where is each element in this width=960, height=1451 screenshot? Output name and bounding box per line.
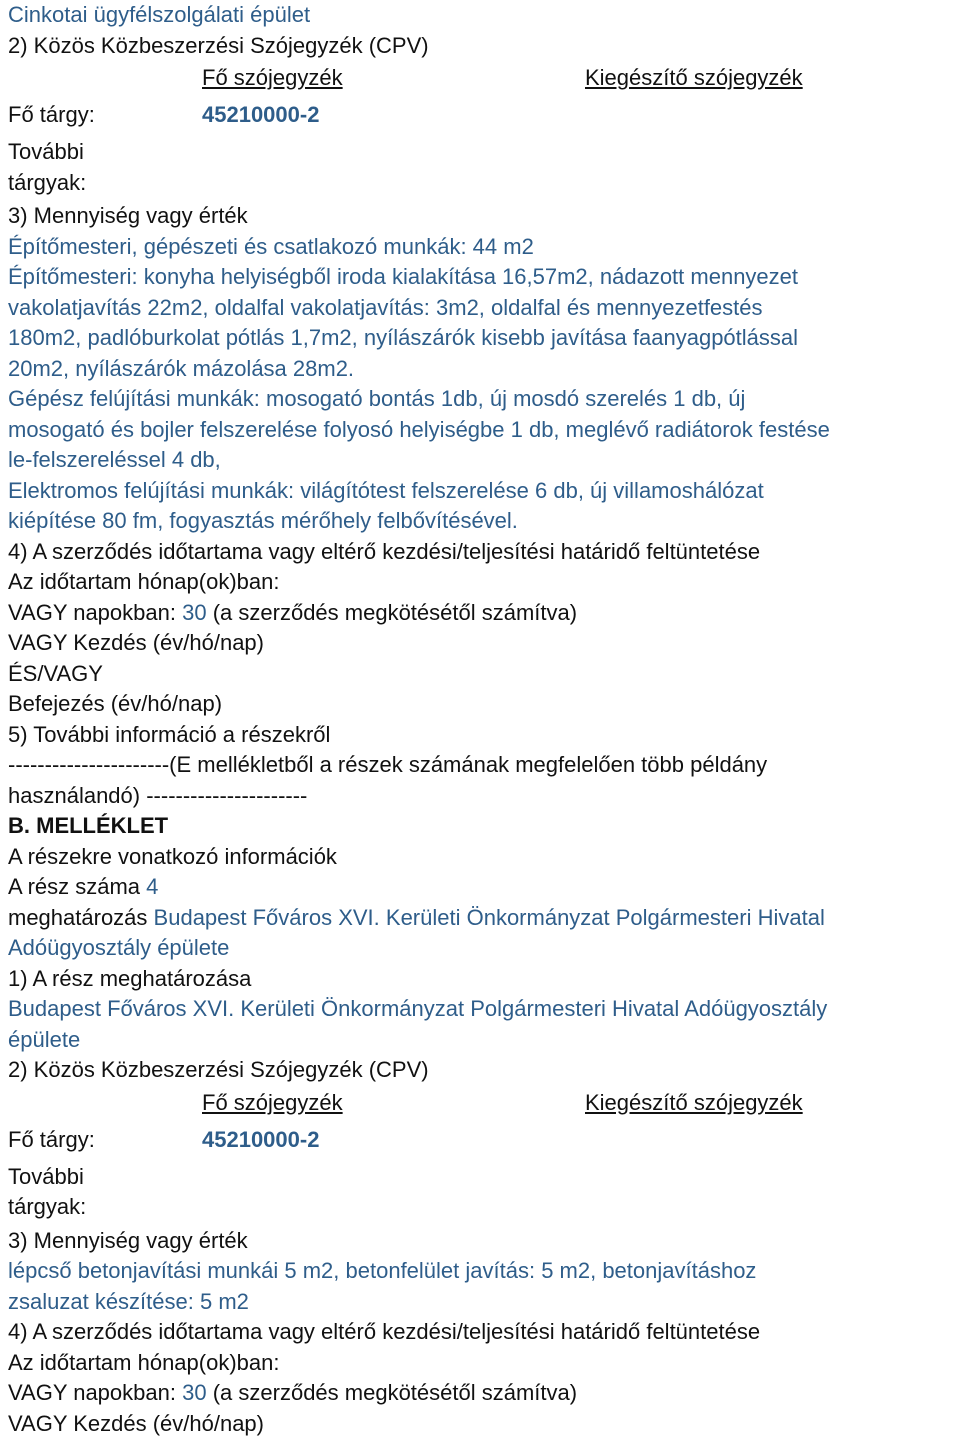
quantity-line: le-felszereléssel 4 db, [8, 447, 221, 472]
duration-heading: 4) A szerződés időtartama vagy eltérő kezdési/teljesítési határidő feltüntetése [8, 1319, 761, 1344]
definition-row [8, 903, 956, 934]
quantity-line: 20m2, nyílászárók mázolása 28m2. [8, 355, 355, 381]
part-def-line: Budapest Főváros XVI. Kerületi Önkormányzat Polgármesteri Hivatal Adóügyosztály [8, 996, 828, 1021]
start-date-label: VAGY Kezdés (év/hó/nap) [8, 630, 264, 655]
duration-days-row [8, 1378, 956, 1409]
duration-days-suffix: (a szerződés megkötésétől számítva) [212, 1380, 578, 1405]
separator-line: használandó) ---------------------- [8, 782, 308, 808]
further-objects-label [8, 135, 956, 201]
quantity-line: lépcső betonjavítási munkái 5 m2, betonfelület javítás: 5 m2, betonjavításhoz [8, 1258, 757, 1283]
part-number-value: 4 [146, 874, 159, 899]
quantity-line: Építőmesteri, gépészeti és csatlakozó munkák: 44 m2 [8, 233, 534, 259]
quantity-heading: 3) Mennyiség vagy érték [8, 203, 248, 228]
duration-days-prefix: VAGY napokban: [8, 599, 176, 625]
quantity-line: Gépész felújítási munkák: mosogató bontás 1db, új mosdó szerelés 1 db, új [8, 386, 746, 411]
quantity-line: kiépítése 80 fm, fogyasztás mérőhely felbővítésével. [8, 508, 518, 533]
quantity-line: Elektromos felújítási munkák: világítótest felszerelése 6 db, új villamoshálózat [8, 477, 764, 503]
annex-subtitle: A részekre vonatkozó információk [8, 843, 337, 869]
duration-days-row [8, 598, 956, 629]
definition-value-cont: Adóügyosztály épülete [8, 935, 230, 960]
quantity-line: vakolatjavítás 22m2, oldalfal vakolatjavítás: 3m2, oldalfal és mennyezetfestés [8, 294, 763, 320]
main-object-code: 45210000-2 [202, 102, 320, 127]
quantity-line: Építőmesteri: konyha helyiségből iroda kialakítása 16,57m2, nádazott mennyezet [8, 264, 799, 289]
annex-title: B. MELLÉKLET [8, 813, 169, 838]
part-def-line: épülete [8, 1026, 81, 1052]
duration-days-suffix: (a szerződés megkötésétől számítva) [212, 599, 578, 625]
duration-months-label: Az időtartam hónap(ok)ban: [8, 569, 280, 594]
duration-days-prefix: VAGY napokban: [8, 1380, 176, 1405]
start-date-label: VAGY Kezdés (év/hó/nap) [8, 1410, 264, 1436]
duration-days-value: 30 [182, 599, 207, 625]
quantity-line: 180m2, padlóburkolat pótlás 1,7m2, nyílászárók kisebb javítása faanyagpótlással [8, 325, 799, 350]
definition-value: Budapest Főváros XVI. Kerületi Önkormányzat Polgármesteri Hivatal [153, 904, 825, 930]
cpv-main-object-row [8, 1120, 956, 1160]
part-name-tail: Cinkotai ügyfélszolgálati épület [8, 2, 311, 27]
end-date-label: Befejezés (év/hó/nap) [8, 691, 223, 716]
main-object-label: Fő tárgy: [8, 1126, 95, 1152]
main-vocab-label: Fő szójegyzék [202, 65, 343, 90]
further-objects-label [8, 1160, 956, 1226]
cpv-main-object-row [8, 95, 956, 135]
main-object-code: 45210000-2 [202, 1126, 320, 1152]
cpv-heading: 2) Közös Közbeszerzési Szójegyzék (CPV) [8, 1057, 429, 1082]
and-or-label: ÉS/VAGY [8, 660, 103, 686]
separator-line: ----------------------(E mellékletből a részek számának megfelelően több példány [8, 752, 768, 777]
quantity-heading: 3) Mennyiség vagy érték [8, 1227, 248, 1253]
quantity-line: mosogató és bojler felszerelése folyosó helyiségbe 1 db, meglévő radiátorok festése [8, 416, 830, 442]
definition-label: meghatározás [8, 904, 148, 930]
part-number-label: A rész száma [8, 874, 141, 899]
part-def-heading: 1) A rész meghatározása [8, 965, 252, 991]
supp-vocab-label: Kiegészítő szójegyzék [585, 65, 803, 90]
cpv-vocab-header [8, 1086, 956, 1120]
part-number-row [8, 872, 956, 903]
further-objects-label-1: További [8, 139, 84, 164]
duration-days-value: 30 [182, 1380, 207, 1405]
extra-info-heading: 5) További információ a részekről [8, 721, 331, 747]
supp-vocab-label: Kiegészítő szójegyzék [585, 1089, 803, 1115]
further-objects-label-1: További [8, 1163, 84, 1189]
further-objects-label-2: tárgyak: [8, 169, 87, 195]
document-page [8, 0, 956, 1439]
main-object-label: Fő tárgy: [8, 102, 95, 127]
cpv-heading: 2) Közös Közbeszerzési Szójegyzék (CPV) [8, 32, 429, 58]
quantity-line: zsaluzat készítése: 5 m2 [8, 1288, 249, 1314]
cpv-vocab-header [8, 61, 956, 95]
duration-months-label: Az időtartam hónap(ok)ban: [8, 1349, 280, 1375]
duration-heading: 4) A szerződés időtartama vagy eltérő kezdési/teljesítési határidő feltüntetése [8, 538, 761, 564]
further-objects-label-2: tárgyak: [8, 1194, 87, 1219]
main-vocab-label: Fő szójegyzék [202, 1089, 343, 1115]
